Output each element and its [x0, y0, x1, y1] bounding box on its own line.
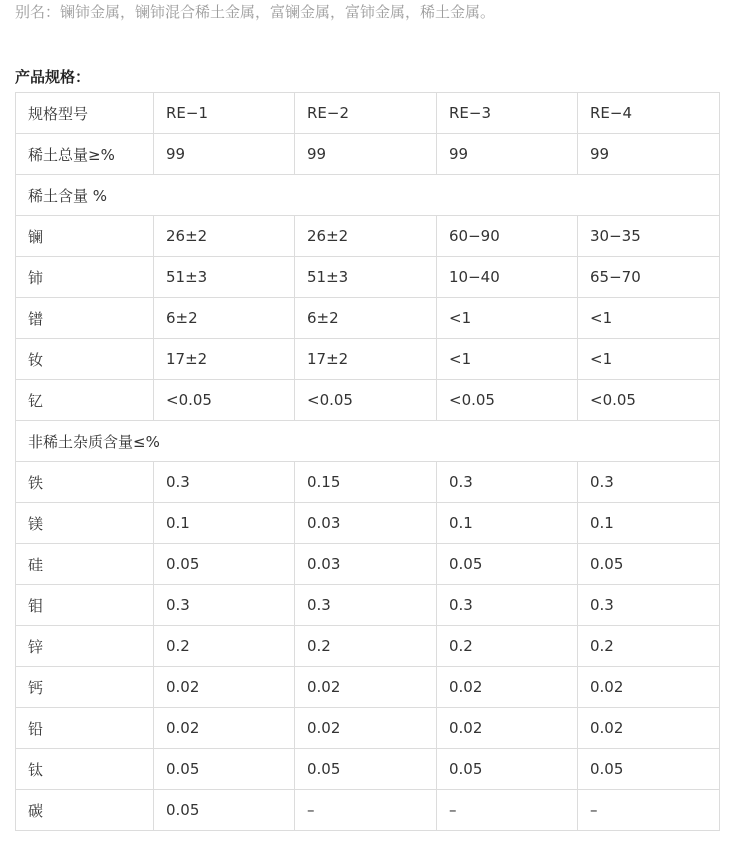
table-cell: <1 [578, 298, 720, 339]
table-cell: 60−90 [437, 216, 578, 257]
table-cell: 99 [578, 134, 720, 175]
table-cell: 稀土总量≥% [16, 134, 154, 175]
table-cell: 0.05 [437, 749, 578, 790]
table-cell: 0.03 [295, 503, 437, 544]
table-cell: 0.02 [578, 667, 720, 708]
table-cell: <1 [578, 339, 720, 380]
table-cell: 0.02 [437, 667, 578, 708]
table-cell: 6±2 [295, 298, 437, 339]
spec-table [15, 92, 720, 831]
table-cell: <0.05 [154, 380, 295, 421]
table-cell: 铈 [16, 257, 154, 298]
table-row [16, 790, 720, 831]
table-cell: 0.3 [154, 462, 295, 503]
table-cell: 0.02 [295, 708, 437, 749]
table-cell: 0.3 [437, 462, 578, 503]
table-cell: <1 [437, 298, 578, 339]
table-row [16, 503, 720, 544]
table-row [16, 749, 720, 790]
table-row [16, 216, 720, 257]
table-cell: 26±2 [154, 216, 295, 257]
table-cell: RE−4 [578, 93, 720, 134]
table-cell: 0.05 [578, 749, 720, 790]
table-cell: 0.1 [154, 503, 295, 544]
table-cell: 0.03 [295, 544, 437, 585]
table-cell: <0.05 [295, 380, 437, 421]
table-cell: 钛 [16, 749, 154, 790]
table-cell: 0.2 [437, 626, 578, 667]
section-label: 非稀土杂质含量≤% [16, 421, 720, 462]
table-cell: 30−35 [578, 216, 720, 257]
section-label: 稀土含量 % [16, 175, 720, 216]
table-cell: 0.05 [578, 544, 720, 585]
table-cell: 碳 [16, 790, 154, 831]
section-heading: 产品规格： [15, 68, 91, 86]
table-cell: 铅 [16, 708, 154, 749]
table-cell: 99 [154, 134, 295, 175]
table-cell: 26±2 [295, 216, 437, 257]
table-row [16, 339, 720, 380]
table-cell: 0.02 [295, 667, 437, 708]
table-cell: RE−3 [437, 93, 578, 134]
table-cell: 51±3 [295, 257, 437, 298]
table-cell: RE−1 [154, 93, 295, 134]
table-cell: 0.3 [578, 585, 720, 626]
table-row [16, 585, 720, 626]
table-row [16, 626, 720, 667]
table-cell: 99 [295, 134, 437, 175]
table-cell: 17±2 [154, 339, 295, 380]
table-cell: <0.05 [437, 380, 578, 421]
table-cell: 0.05 [154, 790, 295, 831]
table-cell: 0.05 [154, 749, 295, 790]
table-row [16, 462, 720, 503]
table-cell: 6±2 [154, 298, 295, 339]
table-cell: 钕 [16, 339, 154, 380]
table-cell: 17±2 [295, 339, 437, 380]
table-cell: 0.3 [295, 585, 437, 626]
table-cell: 锌 [16, 626, 154, 667]
table-cell: 钼 [16, 585, 154, 626]
table-cell: 0.02 [154, 667, 295, 708]
table-cell: 0.1 [578, 503, 720, 544]
table-cell: 镧 [16, 216, 154, 257]
alias-text: 别名：镧铈金属，镧铈混合稀土金属，富镧金属，富铈金属，稀土金属。 [15, 3, 496, 21]
table-cell: 65−70 [578, 257, 720, 298]
table-cell: 0.3 [437, 585, 578, 626]
table-cell: 0.3 [154, 585, 295, 626]
table-cell: 0.2 [154, 626, 295, 667]
table-cell: 0.2 [578, 626, 720, 667]
table-cell: – [437, 790, 578, 831]
table-cell: – [295, 790, 437, 831]
table-cell: 0.02 [154, 708, 295, 749]
table-cell: 99 [437, 134, 578, 175]
table-cell: 镁 [16, 503, 154, 544]
table-cell: 0.05 [437, 544, 578, 585]
table-cell: 硅 [16, 544, 154, 585]
table-cell: 0.15 [295, 462, 437, 503]
table-cell: 0.05 [154, 544, 295, 585]
table-row [16, 544, 720, 585]
table-row-total [16, 134, 720, 175]
table-cell: 0.02 [437, 708, 578, 749]
section-row-impurity [16, 421, 720, 462]
table-row [16, 257, 720, 298]
table-cell: 钙 [16, 667, 154, 708]
table-cell: <1 [437, 339, 578, 380]
table-cell: 0.2 [295, 626, 437, 667]
table-cell: 51±3 [154, 257, 295, 298]
table-cell: 10−40 [437, 257, 578, 298]
table-cell: 0.05 [295, 749, 437, 790]
table-cell: 镨 [16, 298, 154, 339]
table-row [16, 708, 720, 749]
table-row [16, 380, 720, 421]
table-row [16, 298, 720, 339]
table-cell: 钇 [16, 380, 154, 421]
table-cell: 0.02 [578, 708, 720, 749]
table-header-row [16, 93, 720, 134]
section-row-rare-earth [16, 175, 720, 216]
table-cell: 规格型号 [16, 93, 154, 134]
table-cell: 铁 [16, 462, 154, 503]
table-cell: RE−2 [295, 93, 437, 134]
table-cell: <0.05 [578, 380, 720, 421]
table-cell: – [578, 790, 720, 831]
table-cell: 0.1 [437, 503, 578, 544]
table-row [16, 667, 720, 708]
table-cell: 0.3 [578, 462, 720, 503]
